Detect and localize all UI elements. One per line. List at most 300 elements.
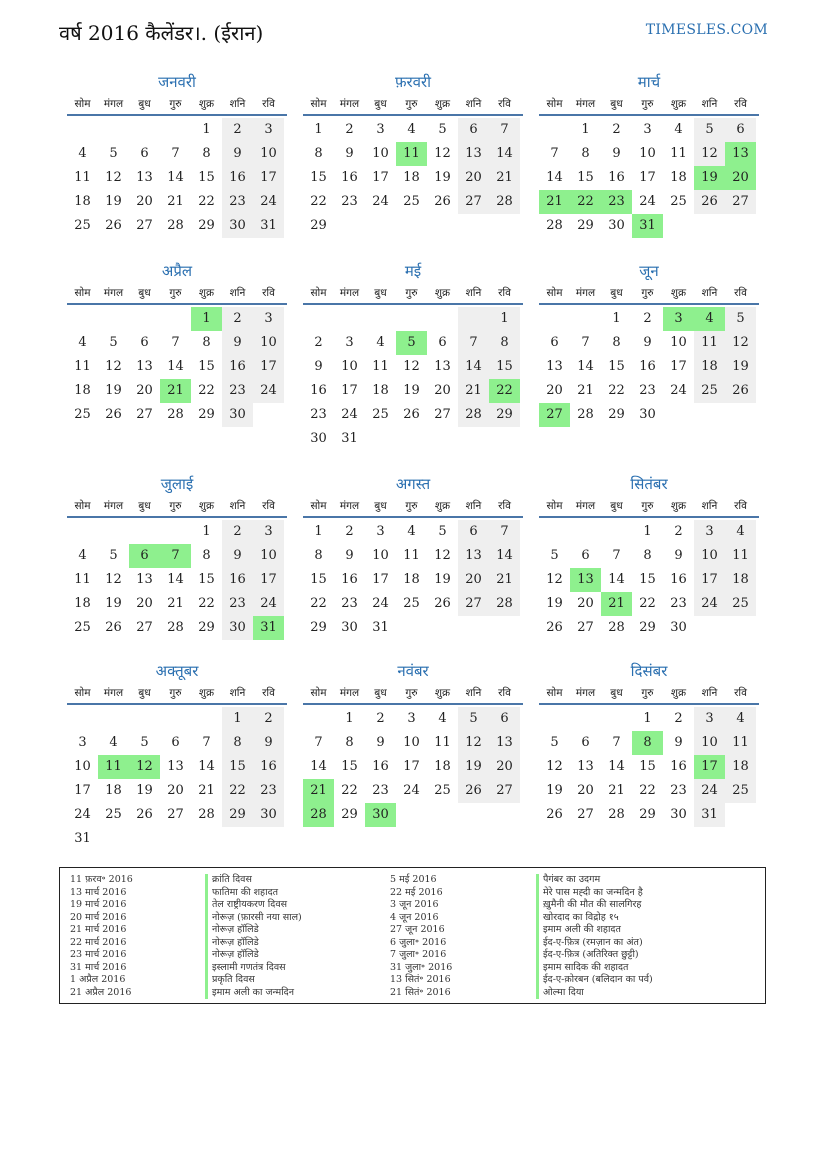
month-name: मई [404,262,422,280]
day-cell: 29 [222,803,253,827]
day-cell: 17 [341,383,358,398]
day-cell: 19 [725,355,756,379]
day-cell: 22 [639,596,656,611]
day-cell: 11 [403,548,420,563]
day-cell: 5 [109,146,118,161]
day-cell: 20 [577,783,594,798]
day-cell: 9 [222,331,253,355]
day-cell: 19 [136,783,153,798]
day-cell: 10 [253,142,284,166]
day-cell: 28 [577,407,594,422]
day-cell: 27 [167,807,184,822]
day-cell: 15 [639,572,656,587]
day-cell: 10 [253,544,284,568]
weekday-label: रवि [734,500,747,512]
day-cell: 16 [222,166,253,190]
day-cell: 12 [434,548,451,563]
holiday-name: ईद-ए-फ़ित्र (अतिरिक्त छुट्टी) [536,949,653,962]
day-cell: 28 [167,218,184,233]
day-cell: 2 [643,311,652,326]
day-cell: 30 [222,616,253,640]
holiday-day-cell: 13 [570,568,601,592]
day-cell: 22 [222,779,253,803]
weekday-label: रवि [262,287,275,299]
weekday-label: सोम [310,98,327,110]
month-name: अगस्त [395,475,431,493]
day-cell: 26 [546,620,563,635]
day-cell: 8 [202,548,211,563]
weekday-label: बुध [138,98,151,110]
day-cell: 13 [167,759,184,774]
day-cell: 14 [458,355,489,379]
day-cell: 29 [608,407,625,422]
day-cell: 20 [167,783,184,798]
day-cell: 25 [725,779,756,803]
day-cell: 17 [639,170,656,185]
weekday-label: गुरु [641,98,654,110]
day-cell: 24 [253,190,284,214]
day-cell: 23 [341,596,358,611]
day-cell: 26 [458,779,489,803]
day-cell: 4 [725,707,756,731]
day-cell: 25 [403,596,420,611]
day-cell: 11 [372,359,389,374]
holiday-date: 31 मार्च 2016 [70,961,127,973]
day-cell: 4 [674,122,683,137]
day-cell: 3 [643,122,652,137]
weekday-label: शुक्र [198,500,215,512]
weekday-label: रवि [262,98,275,110]
weekday-label: मंगल [339,98,360,110]
day-cell: 24 [253,379,284,403]
day-cell: 10 [403,735,420,750]
weekday-label: मंगल [575,687,596,699]
weekday-label: सोम [546,287,563,299]
holiday-date: 20 मार्च 2016 [70,911,127,923]
day-cell: 13 [434,359,451,374]
day-cell: 28 [458,403,489,427]
page-title: वर्ष 2016 कैलेंडर।. (ईरान) [59,21,264,45]
empty-cell [129,118,160,142]
day-cell: 16 [670,572,687,587]
day-cell: 14 [489,544,520,568]
holiday-date: 13 मार्च 2016 [70,886,127,898]
month-block [539,661,759,827]
day-cell: 8 [489,331,520,355]
weekday-label: शनि [701,98,718,110]
day-cell: 7 [314,735,323,750]
weekday-label: मंगल [339,687,360,699]
day-cell: 12 [403,359,420,374]
day-cell: 26 [105,218,122,233]
day-cell: 10 [694,544,725,568]
weekday-label: शनि [229,500,246,512]
weekday-label: शनि [465,500,482,512]
day-cell: 19 [105,596,122,611]
holiday-day-cell: 31 [632,214,663,238]
holiday-date: 13 सितं॰ 2016 [390,974,451,985]
day-grid [303,705,523,827]
day-cell: 18 [725,568,756,592]
empty-cell [601,707,632,731]
day-cell: 1 [345,711,354,726]
day-cell: 1 [489,307,520,331]
holiday-date: 4 जून 2016 [390,911,439,923]
day-cell: 9 [674,735,683,750]
weekday-label: शुक्र [434,98,451,110]
day-cell: 15 [198,170,215,185]
day-cell: 30 [670,807,687,822]
day-cell: 14 [608,572,625,587]
day-cell: 15 [577,170,594,185]
day-cell: 24 [372,194,389,209]
weekday-label: शुक्र [198,98,215,110]
day-cell: 31 [253,214,284,238]
weekday-label: बुध [374,687,387,699]
day-cell: 24 [670,383,687,398]
day-cell: 22 [639,783,656,798]
day-cell: 17 [372,572,389,587]
day-cell: 18 [434,759,451,774]
day-cell: 17 [694,568,725,592]
day-cell: 7 [550,146,559,161]
day-cell: 28 [489,592,520,616]
day-grid [67,305,287,427]
day-cell: 20 [458,166,489,190]
day-cell: 17 [253,166,284,190]
empty-cell [160,307,191,331]
holiday-day-cell: 21 [601,592,632,616]
day-cell: 5 [550,548,559,563]
day-cell: 13 [136,170,153,185]
day-cell: 15 [198,572,215,587]
month-name: सितंबर [630,475,668,493]
weekday-label: रवि [262,500,275,512]
day-cell: 10 [670,335,687,350]
day-cell: 30 [222,403,253,427]
weekday-label: मंगल [339,500,360,512]
holiday-day-cell: 7 [160,544,191,568]
holiday-day-cell: 22 [570,190,601,214]
day-cell: 12 [546,759,563,774]
empty-cell [160,520,191,544]
day-cell: 26 [105,620,122,635]
day-cell: 11 [74,359,91,374]
day-cell: 26 [403,407,420,422]
day-cell: 26 [725,379,756,403]
day-cell: 1 [581,122,590,137]
holiday-day-cell: 27 [539,403,570,427]
holiday-name: नोरूज़ हॉलिडे [205,924,302,937]
weekday-label: शुक्र [670,287,687,299]
weekday-label: बुध [610,287,623,299]
weekday-label: शनि [701,500,718,512]
weekday-header [303,685,523,705]
day-cell: 28 [608,807,625,822]
weekday-label: सोम [74,500,91,512]
day-cell: 15 [341,759,358,774]
day-cell: 10 [372,146,389,161]
day-cell: 23 [222,592,253,616]
day-cell: 6 [581,548,590,563]
day-cell: 25 [74,218,91,233]
holiday-name: ओल्मा दिया [536,987,653,1000]
day-cell: 8 [345,735,354,750]
site-link[interactable]: TIMESLES.COM [645,22,768,38]
day-cell: 12 [458,731,489,755]
weekday-label: बुध [610,98,623,110]
day-cell: 26 [136,807,153,822]
month-block [67,72,287,238]
holiday-name: नोरूज़ हॉलिडे [205,937,302,950]
weekday-label: रवि [498,687,511,699]
weekday-label: बुध [374,500,387,512]
day-cell: 12 [105,359,122,374]
day-cell: 6 [458,118,489,142]
holiday-name: ख़ुमैनी की मौत की सालगिरह [536,899,653,912]
weekday-label: सोम [74,98,91,110]
day-cell: 18 [670,170,687,185]
day-cell: 29 [489,403,520,427]
day-cell: 4 [78,548,87,563]
day-cell: 7 [612,548,621,563]
day-cell: 2 [376,711,385,726]
empty-cell [67,118,98,142]
day-cell: 23 [670,596,687,611]
day-cell: 3 [345,335,354,350]
holiday-name: इमाम अली का जन्मदिन [205,987,302,1000]
day-cell: 27 [725,190,756,214]
day-cell: 16 [608,170,625,185]
day-cell: 19 [434,572,451,587]
day-cell: 1 [612,311,621,326]
day-cell: 1 [222,707,253,731]
day-cell: 27 [434,407,451,422]
day-cell: 27 [136,620,153,635]
weekday-label: शनि [701,287,718,299]
day-cell: 27 [458,592,489,616]
day-cell: 28 [167,407,184,422]
day-cell: 2 [222,118,253,142]
weekday-label: गुरु [169,287,182,299]
day-cell: 17 [403,759,420,774]
day-cell: 18 [105,783,122,798]
weekday-label: बुध [610,687,623,699]
holiday-day-cell: 21 [303,779,334,803]
holiday-date: 5 मई 2016 [390,874,437,885]
holiday-date: 7 जुला॰ 2016 [390,949,447,960]
holiday-dates-right [390,874,452,999]
holiday-date: 31 जुला॰ 2016 [390,961,453,973]
holiday-date: 11 फ़रव॰ 2016 [70,874,133,885]
day-cell: 15 [198,359,215,374]
day-cell: 30 [670,620,687,635]
weekday-label: बुध [610,500,623,512]
day-cell: 15 [222,755,253,779]
weekday-label: गुरु [405,287,418,299]
empty-cell [191,707,222,731]
day-cell: 16 [253,755,284,779]
day-cell: 2 [345,122,354,137]
day-cell: 2 [222,520,253,544]
day-cell: 19 [546,783,563,798]
day-cell: 10 [341,359,358,374]
day-cell: 9 [376,735,385,750]
holiday-dates-left [70,874,133,999]
weekday-label: शनि [229,98,246,110]
day-cell: 20 [577,596,594,611]
day-cell: 19 [434,170,451,185]
holiday-name: तेल राष्ट्रीयकरण दिवस [205,899,302,912]
day-cell: 2 [314,335,323,350]
day-cell: 25 [725,592,756,616]
holiday-date: 21 अप्रैल 2016 [70,986,132,998]
day-cell: 6 [725,118,756,142]
day-grid [67,705,287,851]
day-cell: 17 [372,170,389,185]
day-cell: 21 [167,194,184,209]
day-cell: 7 [171,335,180,350]
empty-cell [539,520,570,544]
day-cell: 31 [372,620,389,635]
day-cell: 15 [310,572,327,587]
empty-cell [129,520,160,544]
weekday-header [539,685,759,705]
day-cell: 27 [577,807,594,822]
weekday-label: रवि [498,500,511,512]
weekday-label: शनि [465,687,482,699]
day-cell: 23 [222,190,253,214]
holiday-date: 19 मार्च 2016 [70,899,127,910]
day-cell: 2 [222,307,253,331]
day-cell: 18 [74,596,91,611]
day-cell: 16 [639,359,656,374]
day-cell: 30 [253,803,284,827]
day-cell: 25 [74,620,91,635]
day-cell: 15 [639,759,656,774]
day-cell: 13 [136,359,153,374]
day-cell: 4 [438,711,447,726]
day-cell: 18 [74,194,91,209]
weekday-label: रवि [498,287,511,299]
holiday-date: 1 अप्रैल 2016 [70,974,126,985]
weekday-label: बुध [374,98,387,110]
holiday-day-cell: 22 [489,379,520,403]
weekday-label: गुरु [169,98,182,110]
month-name: दिसंबर [630,662,668,680]
weekday-label: मंगल [103,500,124,512]
empty-cell [129,307,160,331]
day-cell: 24 [694,779,725,803]
day-cell: 23 [341,194,358,209]
day-cell: 3 [376,524,385,539]
month-name: मार्च [637,73,661,91]
holiday-name: प्रकृति दिवस [205,974,302,987]
holiday-day-cell: 23 [601,190,632,214]
weekday-label: मंगल [575,287,596,299]
day-cell: 1 [314,524,323,539]
day-cell: 17 [253,355,284,379]
day-cell: 14 [198,759,215,774]
day-cell: 15 [310,170,327,185]
day-cell: 6 [550,335,559,350]
day-cell: 16 [310,383,327,398]
weekday-label: रवि [498,98,511,110]
day-cell: 27 [458,190,489,214]
day-cell: 9 [253,731,284,755]
weekday-header [303,498,523,518]
day-cell: 11 [725,544,756,568]
day-cell: 20 [136,596,153,611]
day-grid [67,518,287,640]
day-cell: 21 [198,783,215,798]
day-cell: 3 [253,520,284,544]
weekday-label: शुक्र [434,500,451,512]
day-cell: 27 [136,407,153,422]
day-cell: 29 [310,620,327,635]
weekday-label: शुक्र [670,687,687,699]
day-grid [303,116,523,238]
day-cell: 7 [581,335,590,350]
month-block [539,474,759,640]
day-cell: 5 [109,335,118,350]
month-name: अक्तूबर [155,662,199,680]
day-cell: 12 [725,331,756,355]
day-cell: 18 [372,383,389,398]
day-cell: 30 [608,218,625,233]
holiday-date: 21 मार्च 2016 [70,924,127,935]
day-cell: 11 [74,170,91,185]
holiday-names-left [205,874,302,999]
weekday-label: सोम [546,98,563,110]
month-block [303,661,523,827]
day-cell: 31 [694,803,725,827]
day-cell: 23 [372,783,389,798]
weekday-label: शुक्र [434,687,451,699]
day-cell: 25 [670,194,687,209]
day-cell: 24 [341,407,358,422]
holiday-name: नोरूज़ (फ़ारसी नया साल) [205,912,302,925]
day-cell: 4 [376,335,385,350]
day-cell: 12 [434,146,451,161]
empty-cell [98,520,129,544]
day-cell: 13 [458,544,489,568]
day-cell: 25 [403,194,420,209]
month-block [539,72,759,238]
day-grid [303,518,523,640]
day-cell: 30 [639,407,656,422]
weekday-header [303,285,523,305]
weekday-label: मंगल [103,687,124,699]
day-cell: 6 [458,520,489,544]
weekday-label: गुरु [405,98,418,110]
weekday-label: बुध [374,287,387,299]
weekday-label: गुरु [169,687,182,699]
day-cell: 8 [581,146,590,161]
weekday-label: रवि [734,287,747,299]
day-cell: 21 [458,379,489,403]
month-name: अप्रैल [161,262,193,280]
empty-cell [303,707,334,731]
day-cell: 4 [109,735,118,750]
holiday-day-cell: 31 [253,616,284,640]
weekday-label: सोम [546,500,563,512]
day-cell: 26 [434,596,451,611]
day-cell: 8 [314,146,323,161]
day-cell: 3 [376,122,385,137]
day-cell: 13 [489,731,520,755]
day-cell: 27 [489,779,520,803]
